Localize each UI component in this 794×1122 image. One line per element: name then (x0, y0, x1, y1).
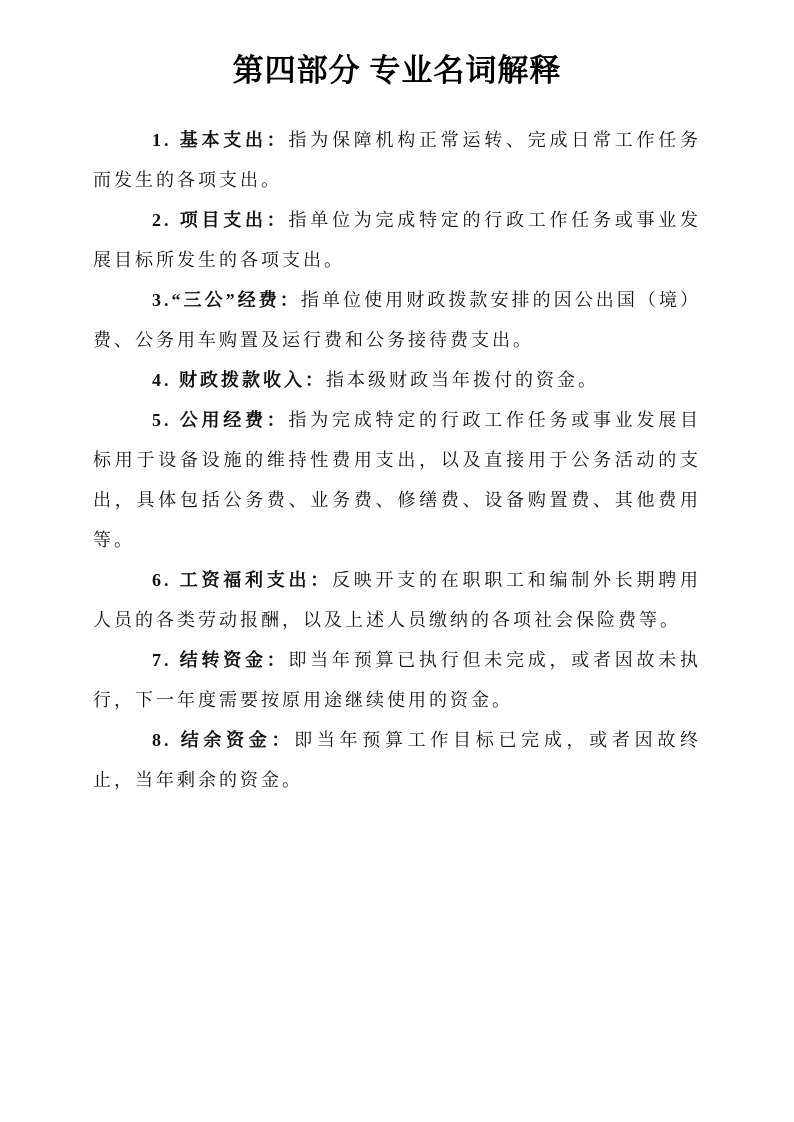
definition-paragraph-fiscal-appropriation-income (93, 360, 701, 400)
definition-paragraph-public-funds (93, 400, 701, 560)
definition-term: 5. 公用经费： (152, 410, 289, 430)
definition-paragraph-surplus-funds (93, 720, 701, 800)
definition-term: 2. 项目支出： (152, 210, 289, 230)
definition-paragraph-project-expenditure (93, 200, 701, 280)
definition-paragraph-three-public-funds (93, 280, 701, 360)
definition-text: 即当年预算工作目标已完成，或者因故终止，当年剩余的资金。 (93, 730, 702, 790)
glossary-content (93, 120, 701, 800)
definition-text: 指单位使用财政拨款安排的因公出国（境）费、公务用车购置及运行费和公务接待费支出。 (93, 290, 701, 350)
definition-text: 即当年预算已执行但未完成，或者因故未执行，下一年度需要按原用途继续使用的资金。 (93, 650, 701, 710)
definition-text: 指为保障机构正常运转、完成日常工作任务而发生的各项支出。 (93, 130, 701, 190)
page-title: 第四部分 专业名词解释 (232, 53, 562, 88)
definition-term: 6. 工资福利支出： (152, 570, 332, 590)
definition-term: 3.“三公”经费： (152, 290, 301, 310)
definition-text: 指本级财政当年拨付的资金。 (326, 370, 599, 390)
definition-text: 指单位为完成特定的行政工作任务或事业发展目标所发生的各项支出。 (93, 210, 701, 270)
definition-text: 指为完成特定的行政工作任务或事业发展目标用于设备设施的维持性费用支出，以及直接用于公务活动的支出，具体包括公务费、业务费、修缮费、设备购置费、其他费用等。 (93, 410, 701, 550)
definition-term: 1. 基本支出： (152, 130, 289, 150)
definition-paragraph-basic-expenditure (93, 120, 701, 200)
definition-paragraph-salary-welfare-expenditure (93, 560, 701, 640)
definition-term: 7. 结转资金： (152, 650, 289, 670)
definition-paragraph-carryover-funds (93, 640, 701, 720)
definition-term: 8. 结余资金： (152, 730, 295, 750)
definition-text: 反映开支的在职职工和编制外长期聘用人员的各类劳动报酬，以及上述人员缴纳的各项社会保险费等。 (93, 570, 701, 630)
definition-term: 4. 财政拨款收入： (152, 370, 326, 390)
